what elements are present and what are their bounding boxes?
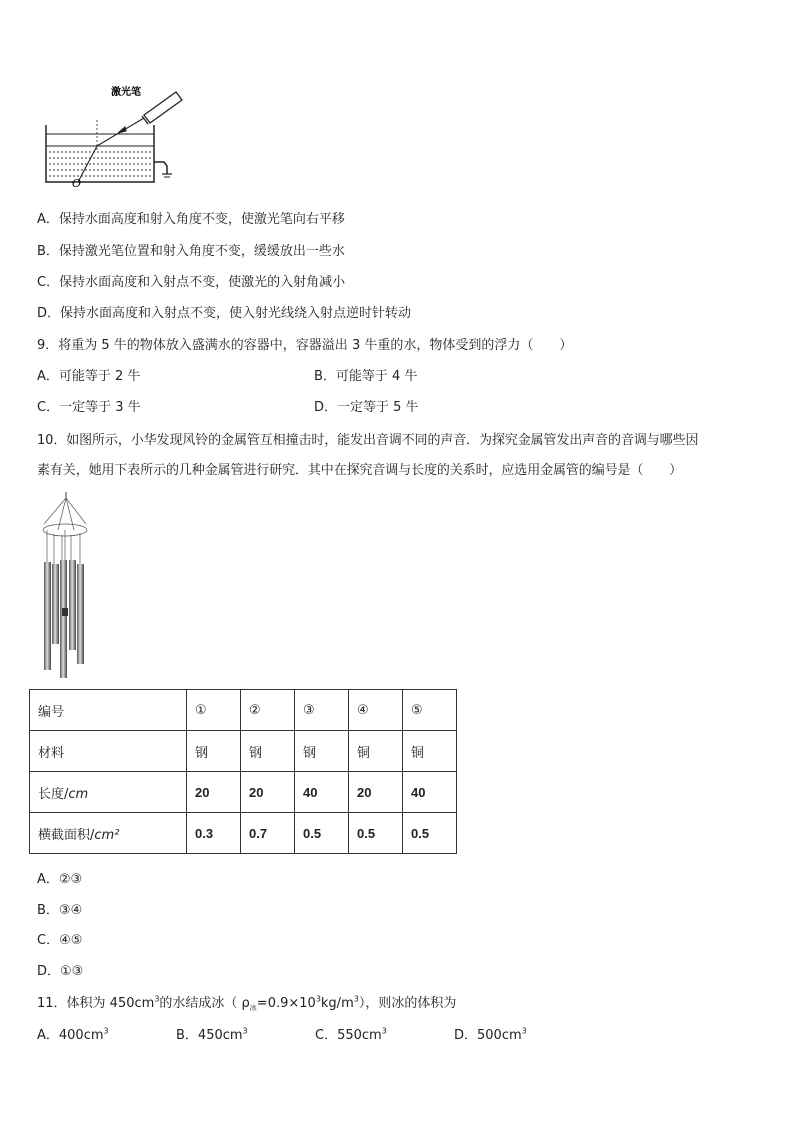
table-cell: 0.5	[403, 813, 457, 854]
origin-point-label: O	[72, 177, 82, 190]
q10-stem-line1: 10．如图所示，小华发现风铃的金属管互相撞击时，能发出音调不同的声音．为探究金属管发出声音的音调与哪些因	[37, 433, 699, 448]
q9-option-b: B．可能等于 4 牛	[314, 369, 418, 384]
q11-option-d-text: D．500cm	[454, 1028, 522, 1043]
q11-stem-text: =0.9×10	[256, 996, 316, 1011]
q11-option-a	[37, 1024, 109, 1043]
table-cell: 铜	[403, 731, 457, 772]
q10-option-b: B．③④	[37, 903, 83, 918]
table-cell: 0.5	[349, 813, 403, 854]
table-cell: 20	[349, 772, 403, 813]
table-row	[30, 772, 457, 813]
q11-sup: 3	[103, 1026, 109, 1036]
table-cell: 0.7	[241, 813, 295, 854]
q11-option-b	[176, 1024, 248, 1043]
area-unit: cm²	[94, 827, 120, 843]
laser-pen-label: 激光笔	[111, 87, 141, 98]
table-row	[30, 731, 457, 772]
q11-sup: 3	[154, 994, 160, 1004]
q11-option-c	[315, 1024, 387, 1043]
q11-sup: 3	[315, 994, 321, 1004]
q11-stem-text: 11．体积为 450cm	[37, 996, 155, 1011]
table-cell: 钢	[295, 731, 349, 772]
table-cell: ⑤	[403, 690, 457, 731]
table-cell: 铜	[349, 731, 403, 772]
q11-stem-text: kg/m	[320, 996, 354, 1011]
q11-stem-text: ），则冰的体积为	[358, 996, 457, 1011]
q11-stem-text: 的水结成冰（ ρ	[159, 996, 250, 1011]
laser-pen-icon	[142, 92, 182, 124]
table-header-cell	[30, 813, 187, 854]
metal-pipe-table	[29, 689, 457, 854]
table-cell: 40	[403, 772, 457, 813]
wind-chime-image	[38, 490, 94, 680]
q11-sup: 3	[521, 1026, 527, 1036]
q8-option-c: C．保持水面高度和入射点不变，使激光的入射角减小	[37, 275, 346, 290]
q10-option-c: C．④⑤	[37, 933, 83, 948]
light-ray	[78, 118, 144, 182]
table-row	[30, 813, 457, 854]
q9-option-a: A．可能等于 2 牛	[37, 369, 141, 384]
table-row	[30, 690, 457, 731]
q10-option-d: D．①③	[37, 964, 84, 979]
table-cell: 20	[187, 772, 241, 813]
q9-option-c: C．一定等于 3 牛	[37, 400, 141, 415]
length-label: 长度/	[38, 786, 69, 802]
q11-sup: 3	[353, 994, 359, 1004]
q11-stem	[37, 992, 456, 1011]
table-cell: 钢	[241, 731, 295, 772]
table-cell: ③	[295, 690, 349, 731]
table-cell: 0.3	[187, 813, 241, 854]
q11-sup: 3	[381, 1026, 387, 1036]
laser-tank-figure	[40, 82, 190, 190]
q11-option-c-text: C．550cm	[315, 1028, 382, 1043]
table-cell: 钢	[187, 731, 241, 772]
table-cell: ②	[241, 690, 295, 731]
q11-option-b-text: B．450cm	[176, 1028, 243, 1043]
table-cell: 20	[241, 772, 295, 813]
table-header-cell: 编号	[30, 690, 187, 731]
table-header-cell: 材料	[30, 731, 187, 772]
table-cell: ④	[349, 690, 403, 731]
water-tank	[46, 120, 172, 182]
q11-rho-subscript: 冰	[249, 1004, 257, 1012]
q8-option-d: D．保持水面高度和入射点不变，使入射光线绕入射点逆时针转动	[37, 306, 412, 321]
q8-option-a: A．保持水面高度和射入角度不变，使激光笔向右平移	[37, 212, 345, 227]
table-cell: 40	[295, 772, 349, 813]
table-cell: ①	[187, 690, 241, 731]
q10-option-a: A．②③	[37, 872, 83, 887]
q9-stem: 9．将重为 5 牛的物体放入盛满水的容器中，容器溢出 3 牛重的水，物体受到的浮力（ ）	[37, 338, 573, 353]
q11-option-a-text: A．400cm	[37, 1028, 104, 1043]
q11-option-d	[454, 1024, 527, 1043]
table-header-cell	[30, 772, 187, 813]
area-label: 横截面积/	[38, 827, 95, 843]
q10-stem-line2: 素有关，她用下表所示的几种金属管进行研究．其中在探究音调与长度的关系时，应选用金属管的编号是（ ）	[37, 463, 683, 478]
q11-sup: 3	[242, 1026, 248, 1036]
length-unit: cm	[68, 786, 89, 802]
q9-option-d: D．一定等于 5 牛	[314, 400, 419, 415]
q8-option-b: B．保持激光笔位置和射入角度不变，缓缓放出一些水	[37, 244, 345, 259]
table-cell: 0.5	[295, 813, 349, 854]
